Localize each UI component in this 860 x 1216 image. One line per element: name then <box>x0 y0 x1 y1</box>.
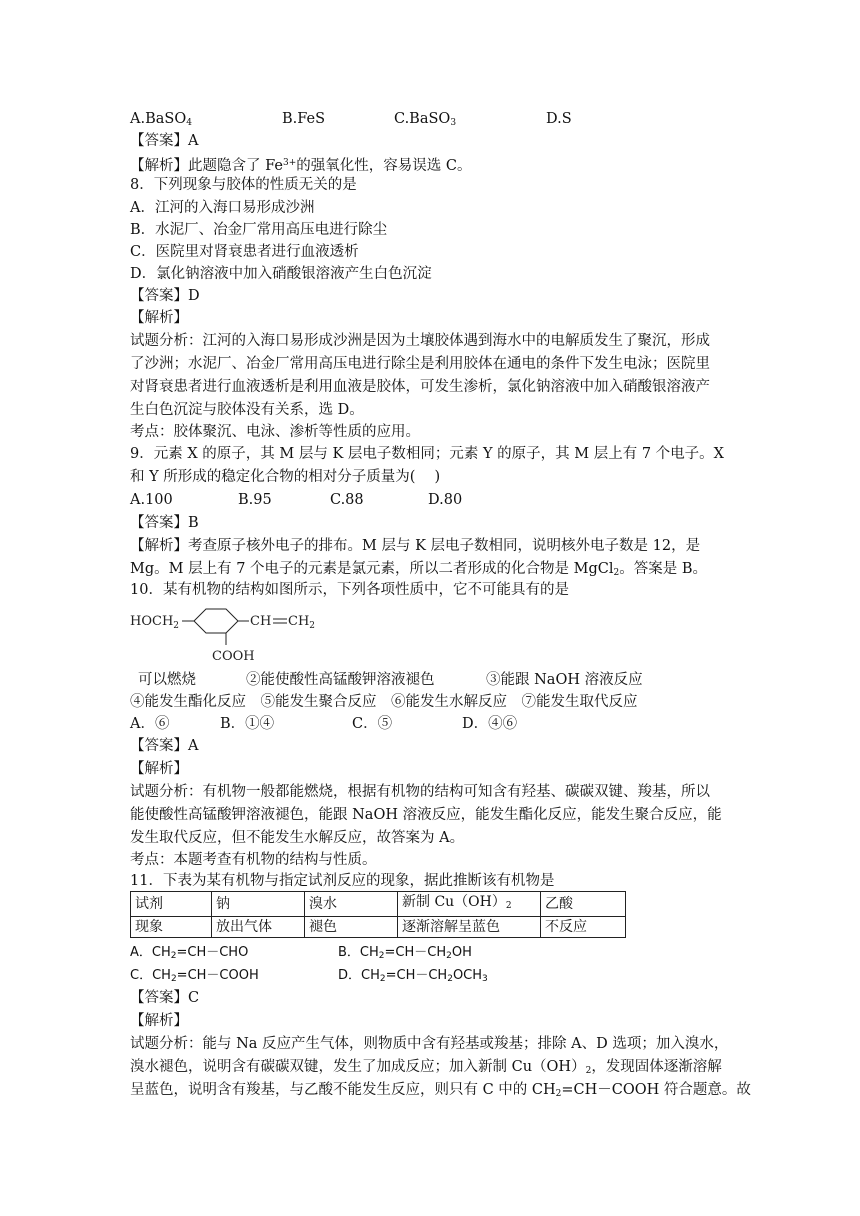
table-cell: 放出气体 <box>212 917 305 938</box>
table-cell: 溴水 <box>305 892 398 917</box>
q9-option-c: C.88 <box>330 492 364 508</box>
q11-options-cd <box>130 966 488 989</box>
q11-analysis-line2: 溴水褪色，说明含有碳碳双键，发生了加成反应；加入新制 $Cu(OH)_2$，发现固体逐渐溶解 <box>130 1059 722 1076</box>
q11-option-a: A．$CH_2=CH-CHO$ <box>130 945 249 961</box>
q10-stem: 10．某有机物的结构如图所示，下列各项性质中，它不可能具有的是 <box>130 582 569 598</box>
q11-analysis-line1: 试题分析：能与 Na 反应产生气体，则物质中含有羟基或羧基；排除 A、D 选项；加入溴水， <box>130 1036 729 1052</box>
table-cell: 逐渐溶解呈蓝色 <box>398 917 541 938</box>
q10-option-d: D．④⑥ <box>462 716 518 732</box>
q8-analysis-line: 生白色沉淀与胶体没有关系，选 D。 <box>130 402 364 418</box>
q11-option-c: C．$CH_2=CH-COOH$ <box>130 968 259 984</box>
q9-option-b: B.95 <box>238 492 272 508</box>
table-cell: 钠 <box>212 892 305 917</box>
table-cell: 新制 $Cu(OH)_2$ <box>398 892 541 917</box>
table-cell: 现象 <box>131 917 212 938</box>
q7-option-d: D.S <box>546 111 572 127</box>
q8-kaodian: 考点：胶体聚沉、电泳、渗析等性质的应用。 <box>130 424 420 440</box>
q11-reagent-table <box>130 891 626 938</box>
table-cell: 褪色 <box>305 917 398 938</box>
q7-option-b: B.FeS <box>282 111 326 127</box>
q10-analysis-line: 能使酸性高锰酸钾溶液褪色，能跟 NaOH 溶液反应，能发生酯化反应，能发生聚合反应，能 <box>130 807 722 823</box>
q10-option-b: B．①④ <box>220 716 275 732</box>
q10-option-c: C．⑤ <box>352 716 393 732</box>
q8-analysis-label: 【解析】 <box>130 310 188 326</box>
q9-option-a: A.100 <box>130 492 173 508</box>
q10-analysis-line: 发生取代反应，但不能发生水解反应，故答案为 A。 <box>130 830 465 846</box>
q10-analysis-line: 试题分析：有机物一般都能燃烧，根据有机物的结构可知含有羟基、碳碳双键、羧基，所以 <box>130 784 710 800</box>
q9-analysis-line2: Mg。M 层上有 7 个电子的元素是氯元素，所以二者形成的化合物是 MgCl$_2$。答案是 B。 <box>130 561 707 578</box>
q8-option-a: A．江河的入海口易形成沙洲 <box>130 200 315 216</box>
q11-answer: 【答案】C <box>130 990 200 1006</box>
table-row <box>131 917 626 938</box>
q9-stem-line1: 9．元素 X 的原子，其 M 层与 K 层电子数相同；元素 Y 的原子，其 M 层上有 7 个电子。X <box>130 446 725 462</box>
q10-props-line1: 可以燃烧 ②能使酸性高锰酸钾溶液褪色 ③能跟 NaOH 溶液反应 <box>138 672 643 688</box>
q9-option-d: D.80 <box>428 492 463 508</box>
q11-stem: 11．下表为某有机物与指定试剂反应的现象，据此推断该有机物是 <box>130 873 555 889</box>
structure-right-end: $CH_2$ <box>288 614 316 631</box>
q8-analysis-line: 试题分析：江河的入海口易形成沙洲是因为土壤胶体遇到海水中的电解质发生了聚沉，形成 <box>130 333 710 349</box>
q10-kaodian: 考点：本题考查有机物的结构与性质。 <box>130 852 377 868</box>
structure-bottom-group: COOH <box>212 649 255 664</box>
q11-analysis-line3: 呈蓝色，说明含有羧基，与乙酸不能发生反应，则只有 C 中的 $CH_2=CH-COOH$ 符合题意。故 <box>130 1082 751 1099</box>
q8-option-b: B．水泥厂、冶金厂常用高压电进行除尘 <box>130 222 388 238</box>
q10-structure-diagram <box>130 604 330 664</box>
table-row <box>131 892 626 917</box>
table-cell: 试剂 <box>131 892 212 917</box>
q10-props-line2: ④能发生酯化反应 ⑤能发生聚合反应 ⑥能发生水解反应 ⑦能发生取代反应 <box>130 694 638 710</box>
q9-analysis-line1: 【解析】考查原子核外电子的排布。M 层与 K 层电子数相同，说明核外电子数是 12，是 <box>130 538 701 554</box>
q7-answer: 【答案】A <box>130 133 199 149</box>
structure-right-group: CH <box>250 614 272 629</box>
ring <box>194 609 238 633</box>
q10-options <box>130 714 517 734</box>
q11-option-d: D．$CH_2=CH-CH_2OCH_3$ <box>338 968 488 984</box>
q8-option-c: C．医院里对肾衰患者进行血液透析 <box>130 244 359 260</box>
q7-option-a: A.BaSO$_4$ <box>130 111 192 128</box>
q10-option-a: A．⑥ <box>130 716 170 732</box>
q9-stem-line2: 和 Y 所形成的稳定化合物的相对分子质量为( ) <box>130 469 441 485</box>
q11-analysis-label: 【解析】 <box>130 1013 188 1029</box>
q9-options <box>130 490 462 510</box>
q9-answer: 【答案】B <box>130 515 199 531</box>
q8-stem: 8．下列现象与胶体的性质无关的是 <box>130 177 357 193</box>
q11-options-ab <box>130 943 472 966</box>
structure-left-group: $HOCH_2$ <box>130 614 180 631</box>
q8-analysis-line: 了沙洲；水泥厂、冶金厂常用高压电进行除尘是利用胶体在通电的条件下发生电泳；医院里 <box>130 356 710 372</box>
table-cell: 乙酸 <box>541 892 626 917</box>
table-cell: 不反应 <box>541 917 626 938</box>
q8-answer: 【答案】D <box>130 288 200 304</box>
q7-analysis: 【解析】此题隐含了 $Fe^{3+}$的强氧化性，容易误选 C。 <box>130 158 472 174</box>
q7-options <box>130 109 572 133</box>
q11-option-b: B．$CH_2=CH-CH_2OH$ <box>338 945 472 961</box>
q10-analysis-label: 【解析】 <box>130 761 188 777</box>
q10-answer: 【答案】A <box>130 738 199 754</box>
q8-analysis-line: 对肾衰患者进行血液透析是利用血液是胶体，可发生渗析，氯化钠溶液中加入硝酸银溶液产 <box>130 379 710 395</box>
q7-option-c: C.BaSO$_3$ <box>394 111 457 128</box>
q8-option-d: D．氯化钠溶液中加入硝酸银溶液产生白色沉淀 <box>130 266 432 282</box>
